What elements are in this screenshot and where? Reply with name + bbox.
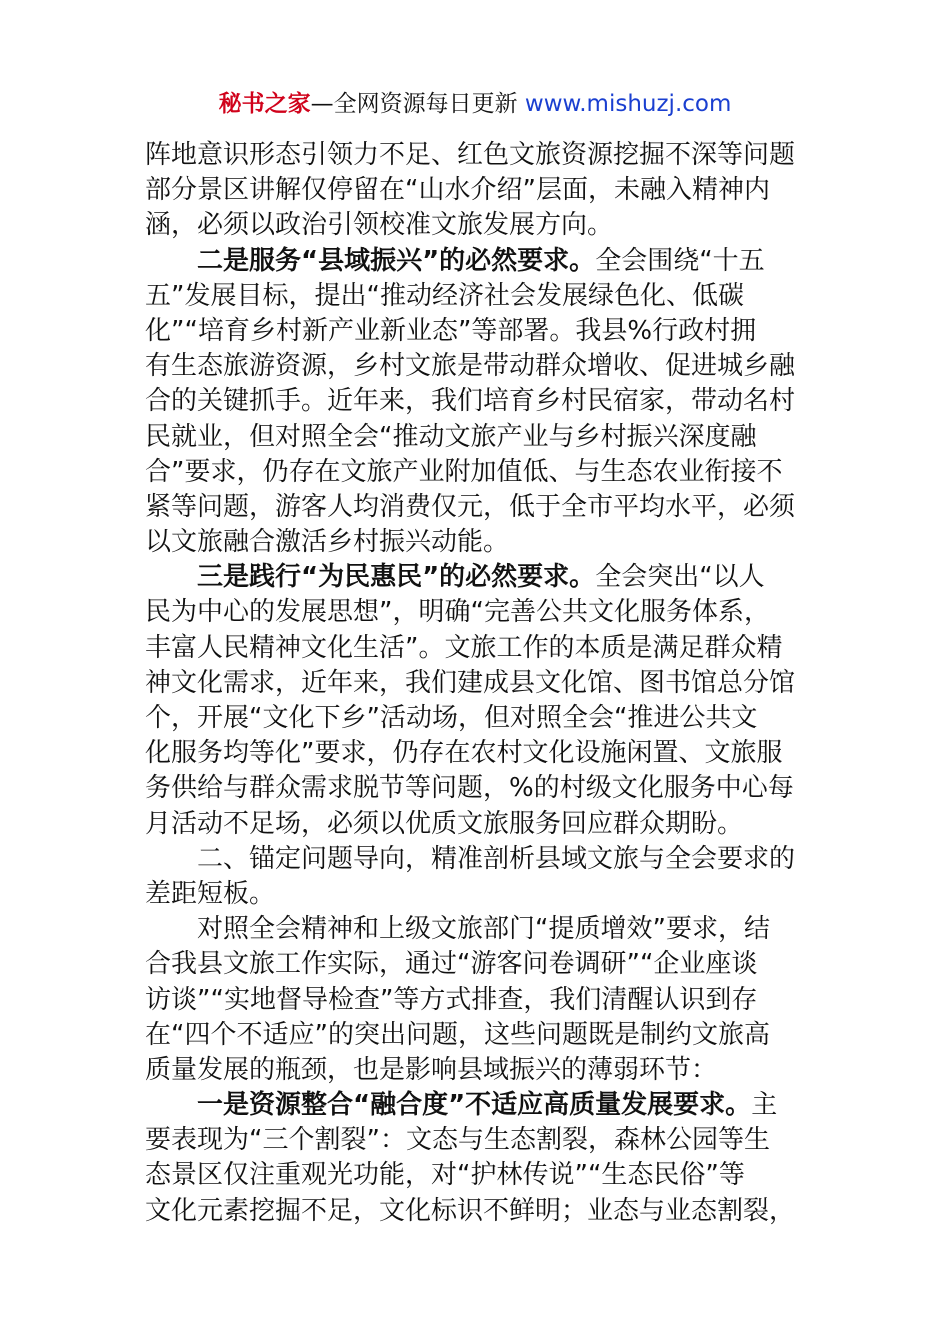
text-line (145, 490, 810, 525)
line-text: 态景区仅注重观光功能，对“护林传说”“生态民俗”等 (145, 1160, 745, 1191)
line-text: 涵，必须以政治引领校准文旅发展方向。 (145, 210, 614, 241)
line-text: 合的关键抓手。近年来，我们培育乡村民宿家，带动名村 (145, 386, 796, 417)
line-text: 化服务均等化”要求，仍存在农村文化设施闲置、文旅服 (145, 738, 783, 769)
text-line (145, 701, 810, 736)
bold-lead: 二是服务“县域振兴”的必然要求。 (145, 245, 596, 276)
text-line (145, 595, 810, 630)
text-line (145, 208, 810, 243)
line-text: 要表现为“三个割裂”：文态与生态割裂，森林公园等生 (145, 1125, 770, 1156)
text-line (145, 279, 810, 314)
text-line (145, 560, 810, 595)
line-text: 全会围绕“十五 (595, 245, 765, 276)
line-text: 月活动不足场，必须以优质文旅服务回应群众期盼。 (145, 808, 744, 839)
text-line (145, 525, 810, 560)
text-line (145, 349, 810, 384)
site-brand: 秘书之家 (218, 91, 311, 117)
line-text: 阵地意识形态引领力不足、红色文旅资源挖掘不深等问题 (145, 140, 796, 170)
line-text: 全会突出“以人 (595, 562, 765, 593)
text-line (145, 1123, 810, 1158)
document-body (145, 138, 810, 1229)
line-text: 神文化需求，近年来，我们建成县文化馆、图书馆总分馆 (145, 667, 796, 698)
line-text: 合我县文旅工作实际，通过“游客问卷调研”“企业座谈 (145, 949, 758, 980)
line-text: 民为中心的发展思想”，明确“完善公共文化服务体系， (145, 597, 770, 628)
line-text: 个，开展“文化下乡”活动场，但对照全会“推进公共文 (145, 703, 758, 733)
text-line (145, 173, 810, 208)
line-text: 文化元素挖掘不足，文化标识不鲜明；业态与业态割裂， (145, 1195, 796, 1226)
text-line (145, 420, 810, 455)
line-text: 化”“培育乡村新产业新业态”等部署。我县%行政村拥 (145, 315, 757, 346)
line-text: 有生态旅游资源，乡村文旅是带动群众增收、促进城乡融 (145, 351, 796, 382)
line-text: 二、锚定问题导向，精准剖析县域文旅与全会要求的 (145, 843, 796, 874)
text-line (145, 842, 810, 877)
line-text: 访谈”“实地督导检查”等方式排查，我们清醒认识到存 (145, 984, 758, 1015)
text-line (145, 455, 810, 490)
text-line (145, 771, 810, 806)
text-line (145, 631, 810, 666)
text-line (145, 736, 810, 771)
line-text: 务供给与群众需求脱节等问题，%的村级文化服务中心每 (145, 773, 794, 804)
line-text: 差距短板。 (145, 878, 276, 909)
line-text: 主 (751, 1090, 778, 1121)
line-text: 合”要求，仍存在文旅产业附加值低、与生态农业衔接不 (145, 456, 783, 487)
text-line (145, 1053, 810, 1088)
line-text: 紧等问题，游客人均消费仅元，低于全市平均水平，必须 (145, 491, 796, 522)
text-line (145, 807, 810, 842)
text-line (145, 244, 810, 279)
text-line (145, 666, 810, 701)
line-text: 丰富人民精神文化生活”。文旅工作的本质是满足群众精 (145, 632, 783, 663)
bold-lead: 一是资源整合“融合度”不适应高质量发展要求。 (145, 1090, 752, 1121)
site-tagline: —全网资源每日更新 (310, 91, 525, 117)
text-line (145, 1018, 810, 1053)
line-text: 质量发展的瓶颈，也是影响县域振兴的薄弱环节： (145, 1054, 718, 1085)
text-line (145, 314, 810, 349)
line-text: 在“四个不适应”的突出问题，这些问题既是制约文旅高 (145, 1019, 770, 1050)
text-line (145, 912, 810, 947)
line-text: 以文旅融合激活乡村振兴动能。 (145, 527, 510, 558)
text-line (145, 877, 810, 912)
line-text: 民就业，但对照全会“推动文旅产业与乡村振兴深度融 (145, 421, 757, 452)
text-line (145, 384, 810, 419)
site-header (0, 88, 950, 120)
line-text: 对照全会精神和上级文旅部门“提质增效”要求，结 (145, 914, 770, 945)
text-line (145, 983, 810, 1018)
text-line (145, 138, 810, 173)
text-line (145, 1088, 810, 1123)
text-line (145, 947, 810, 982)
text-line (145, 1194, 810, 1229)
site-url[interactable]: www.mishuzj.com (524, 91, 732, 117)
line-text: 五”发展目标，提出“推动经济社会发展绿色化、低碳 (145, 280, 744, 311)
text-line (145, 1158, 810, 1193)
line-text: 部分景区讲解仅停留在“山水介绍”层面，未融入精神内 (145, 175, 770, 206)
bold-lead: 三是践行“为民惠民”的必然要求。 (145, 562, 596, 593)
